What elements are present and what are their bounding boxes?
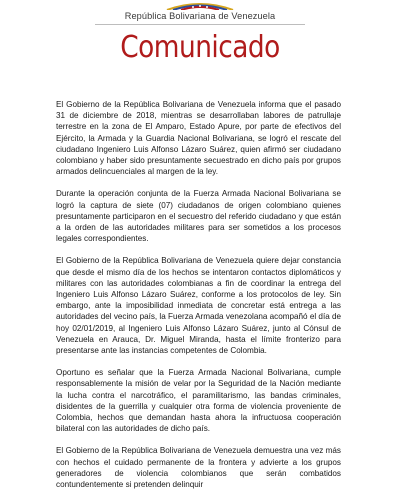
- communique-body: [56, 99, 341, 490]
- coat-of-arms-icon: [163, 0, 237, 10]
- header-divider: [95, 24, 305, 25]
- paragraph: El Gobierno de la República Bolivariana de Venezuela informa que el pasado 31 de diciembre de 2018, mientras se desarrollaban labores de patrullaje terrestre en la zona de El Amparo, Estado Apure, por parte de efectivos del Ejército, la Armada y la Guardia Nacional Bolivariana, se logró el rescate del ciudadano Ingeniero Luis Alfonso Lázaro Suárez, quien afirmó ser ciudadano colombiano y haber sido presuntamente secuestrado en dicho país por grupos armados delincuenciales al margen de la ley.: [56, 100, 341, 177]
- page-title: Comunicado: [120, 30, 280, 65]
- paragraph: El Gobierno de la República Bolivariana de Venezuela demuestra una vez más con hechos el cuidado permanente de la frontera y advierte a los grupos generadores de violencia colombianos que serán combatidos contundentemente si pretenden delinquir: [56, 446, 341, 490]
- republic-heading: República Bolivariana de Venezuela: [124, 11, 276, 21]
- paragraph: El Gobierno de la República Bolivariana de Venezuela quiere dejar constancia que desde el mismo día de los hechos se intentaron contactos diplomáticos y militares con las autoridades colombianas a fin de coordinar la entrega del Ingeniero Luis Alfonso Lázaro Suárez, conforme a los protocolos de ley. Sin embargo, ante la imposibilidad inmediata de concretar está entrega a las autoridades del vecino país, la Fuerza Armada venezolana acompañó el día de hoy 02/01/2019, al Ingeniero Luis Alfonso Lázaro Suárez, junto al Cónsul de Venezuela en Arauca, Dr. Miguel Miranda, hasta el límite fronterizo para presentarse ante las instancias competentes de Colombia.: [56, 256, 342, 356]
- paragraph: Durante la operación conjunta de la Fuerza Armada Nacional Bolivariana se logró la captura de siete (07) ciudadanos de origen colombiano quienes presuntamente participaron en el secuestro del referido ciudadano y que están a la orden de las autoridades militares para ser sometidos a los procesos legales correspondientes.: [56, 189, 341, 244]
- paragraph: Oportuno es señalar que la Fuerza Armada Nacional Bolivariana, cumple responsablemente la misión de velar por la Seguridad de la Nación mediante la lucha contra el narcotráfico, el paramilitarismo, las bandas criminales, disidentes de la guerrilla y cualquier otra forma de violencia proveniente de Colombia, hechos que demandan hasta ahora la infructuosa cooperación bilateral con las autoridades de dicho país.: [56, 368, 341, 434]
